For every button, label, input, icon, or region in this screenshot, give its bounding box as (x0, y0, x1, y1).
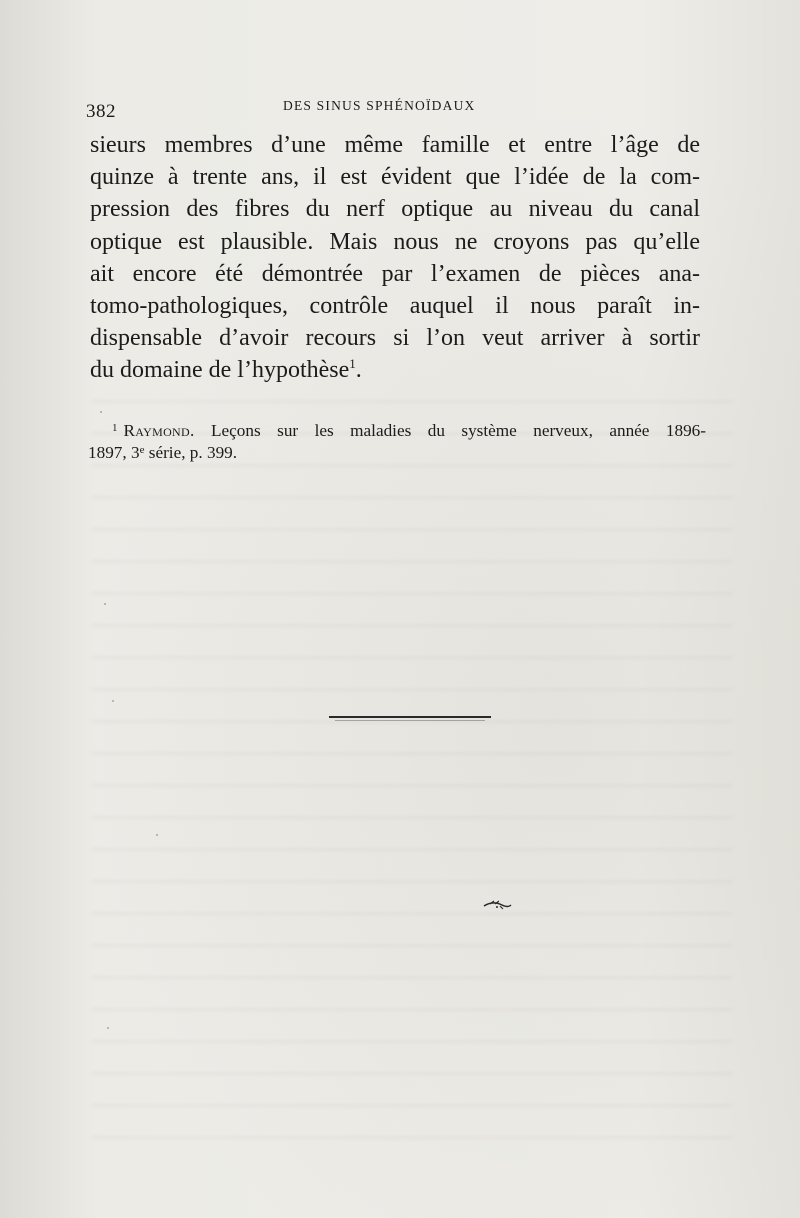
footnote-text: Leçons sur les maladies du système nerveux, année 1896- (211, 421, 706, 440)
footnote (88, 420, 706, 464)
fleuron-icon (482, 898, 512, 912)
text-line-content: du domaine de l’hypothèse (90, 357, 350, 384)
footnote-reference: 1 (349, 356, 356, 372)
text-line: sieurs membres d’une même famille et entre l’âge de (90, 132, 700, 158)
text-line: quinze à trente ans, il est évident que l’idée de la com- (90, 164, 700, 191)
text-line-last (90, 354, 700, 386)
text-line: dispensable d’avoir recours si l’on veut arriver à sortir (90, 325, 700, 352)
running-title: DES SINUS SPHÉNOÏDAUX (283, 98, 476, 113)
paper-speck (100, 411, 102, 413)
footnote-line (112, 420, 706, 442)
section-rule (329, 716, 491, 718)
main-paragraph (90, 129, 700, 387)
paper-speck (107, 1027, 109, 1029)
page-number: 382 (86, 101, 116, 122)
show-through-text (92, 380, 732, 1140)
paper-speck (112, 700, 114, 702)
text-line: tomo-pathologiques, contrôle auquel il nous paraît in- (90, 293, 700, 320)
text-line: optique est plausible. Mais nous ne croyons pas qu’elle (90, 228, 700, 255)
footnote-line (88, 442, 706, 464)
text-line: pression des fibres du nerf optique au niveau du canal (90, 196, 700, 223)
footnote-text: série, p. 399. (144, 443, 238, 462)
running-head (86, 97, 700, 121)
paper-speck (156, 834, 158, 836)
sentence-end: . (355, 357, 362, 384)
footnote-text: 1897, 3 (88, 443, 140, 462)
footnote-marker: 1 (112, 422, 118, 434)
footnote-superscript: e (139, 444, 145, 456)
footnote-author: Raymond. (123, 421, 195, 440)
text-line: ait encore été démontrée par l’examen de pièces ana- (90, 260, 700, 287)
paper-speck (104, 603, 106, 605)
section-rule-shadow (335, 720, 485, 721)
